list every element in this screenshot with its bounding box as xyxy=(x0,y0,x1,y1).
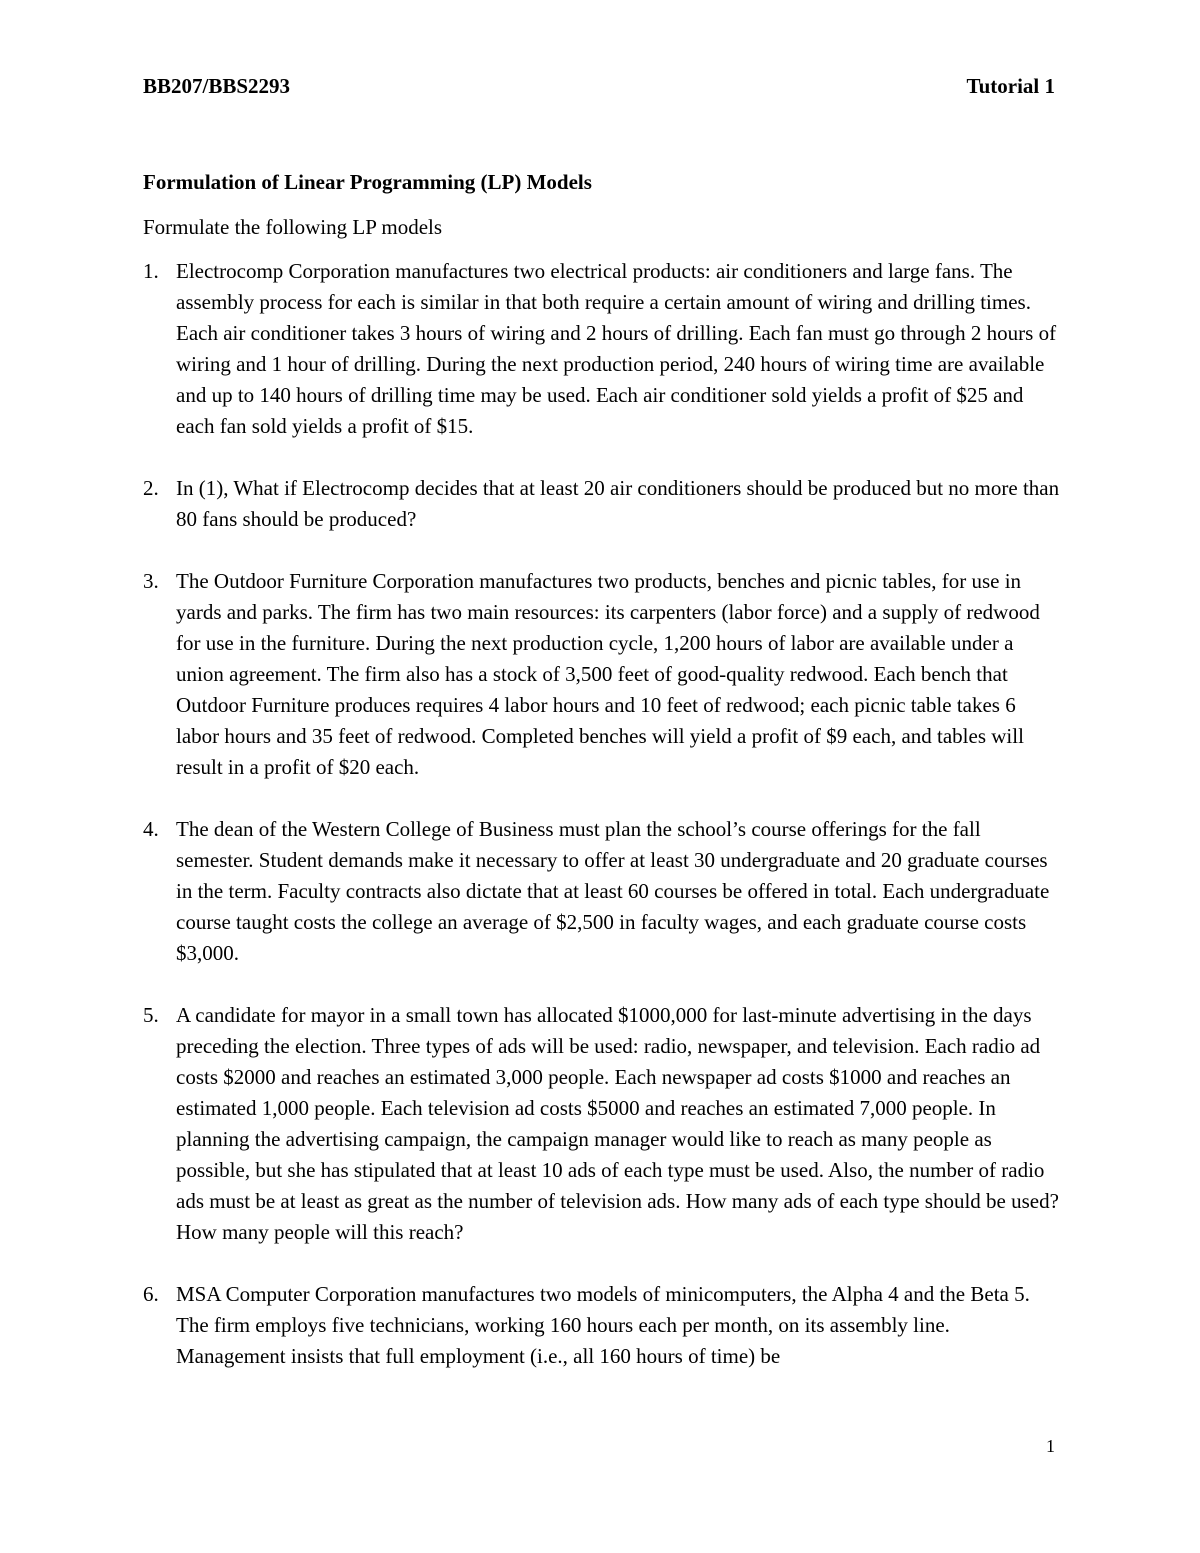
question-item-4 xyxy=(143,814,1063,969)
question-text: A candidate for mayor in a small town has allocated $1000,000 for last-minute advertising in the days preceding the election. Three types of ads will be used: radio, newspaper, and television. Each radio ad costs $2000 and reaches an estimated 3,000 people. Each newspaper ad costs $1000 and reaches an estimated 1,000 people. Each television ad costs $5000 and reaches an estimated 7,000 people. In planning the advertising campaign, the campaign manager would like to reach as many people as possible, but she has stipulated that at least 10 ads of each type must be used. Also, the number of radio ads must be at least as great as the number of television ads. How many ads of each type should be used? How many people will this reach? xyxy=(176,1003,1059,1244)
question-item-6 xyxy=(143,1279,1063,1372)
question-number: 5. xyxy=(143,1003,159,1027)
question-number: 2. xyxy=(143,476,159,500)
question-text: In (1), What if Electrocomp decides that at least 20 air conditioners should be produced but no more than 80 fans should be produced? xyxy=(176,476,1060,531)
question-list xyxy=(143,256,1063,1403)
question-text: MSA Computer Corporation manufactures two models of minicomputers, the Alpha 4 and the Beta 5. The firm employs five technicians, working 160 hours each per month, on its assembly line. Management insists that full employment (i.e., all 160 hours of time) be xyxy=(176,1282,1030,1368)
question-number: 3. xyxy=(143,569,159,593)
question-number: 6. xyxy=(143,1282,159,1306)
question-text: Electrocomp Corporation manufactures two electrical products: air conditioners and large fans. The assembly process for each is similar in that both require a certain amount of wiring and drilling times. Each air conditioner takes 3 hours of wiring and 2 hours of drilling. Each fan must go through 2 hours of wiring and 1 hour of drilling. During the next production period, 240 hours of wiring time are available and up to 140 hours of drilling time may be used. Each air conditioner sold yields a profit of $25 and each fan sold yields a profit of $15. xyxy=(176,259,1057,438)
document-title: Formulation of Linear Programming (LP) Models xyxy=(143,170,592,194)
question-item-1 xyxy=(143,256,1063,442)
course-code: BB207/BBS2293 xyxy=(143,74,291,98)
tutorial-label: Tutorial 1 xyxy=(966,74,1055,98)
question-text: The Outdoor Furniture Corporation manufactures two products, benches and picnic tables, for use in yards and parks. The firm has two main resources: its carpenters (labor force) and a supply of redwood for use in the furniture. During the next production cycle, 1,200 hours of labor are available under a union agreement. The firm also has a stock of 3,500 feet of good-quality redwood. Each bench that Outdoor Furniture produces requires 4 labor hours and 10 feet of redwood; each picnic table takes 6 labor hours and 35 feet of redwood. Completed benches will yield a profit of $9 each, and tables will result in a profit of $20 each. xyxy=(176,569,1040,779)
question-item-3 xyxy=(143,566,1063,783)
question-item-2 xyxy=(143,473,1063,535)
question-number: 4. xyxy=(143,817,159,841)
intro-text: Formulate the following LP models xyxy=(143,215,443,239)
question-number: 1. xyxy=(143,259,159,283)
page-number: 1 xyxy=(1046,1436,1055,1456)
question-item-5 xyxy=(143,1000,1063,1248)
question-text: The dean of the Western College of Business must plan the school’s course offerings for the fall semester. Student demands make it necessary to offer at least 30 undergraduate and 20 graduate courses in the term. Faculty contracts also dictate that at least 60 courses be offered in total. Each undergraduate course taught costs the college an average of $2,500 in faculty wages, and each graduate course costs $3,000. xyxy=(176,817,1050,965)
